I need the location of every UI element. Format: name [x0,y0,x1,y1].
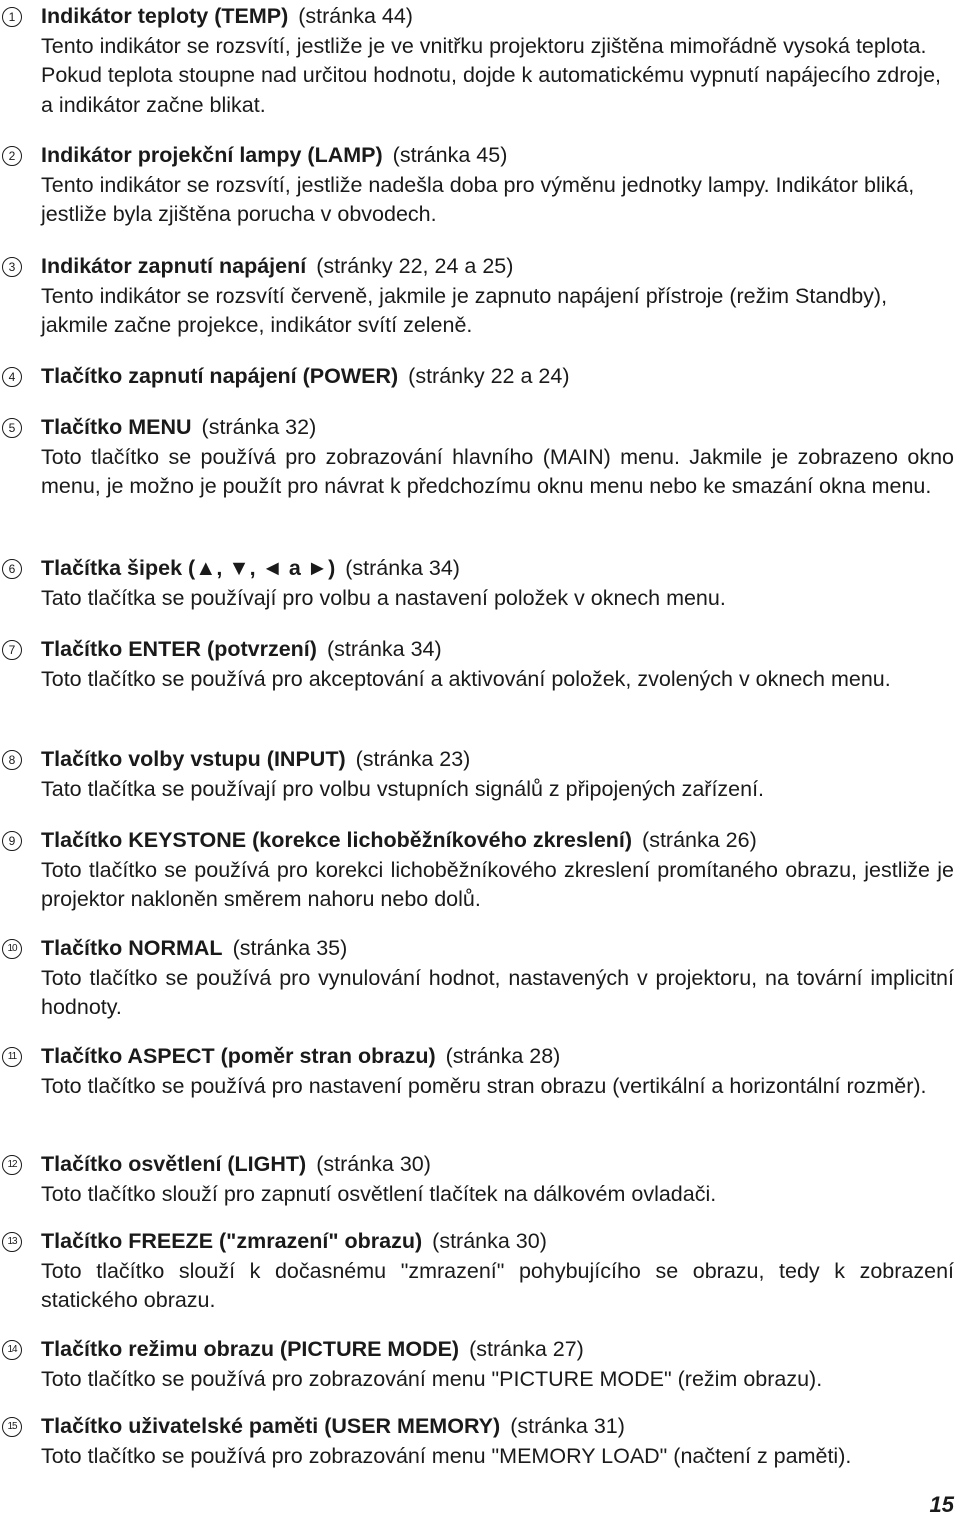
item-description: Toto tlačítko se používá pro zobrazování menu "MEMORY LOAD" (načtení z paměti). [41,1443,852,1468]
item-lamp-indicator [0,141,960,230]
item-description: Toto tlačítko slouží k dočasnému "zmrazení" pohybujícího se obrazu, tedy k zobrazení statického obrazu. [41,1258,954,1312]
item-title: Tlačítko FREEZE ("zmrazení" obrazu) [41,1229,423,1253]
item-title: Tlačítko ASPECT (poměr stran obrazu) [41,1044,436,1068]
item-freeze-button [0,1227,960,1316]
item-page-ref: (stránka 45) [392,143,508,167]
item-number: 11 [2,1047,22,1067]
item-page-ref: (stránka 44) [298,4,413,28]
item-page-ref: (stránka 35) [232,936,348,960]
item-number: 12 [2,1155,22,1175]
item-number: 3 [2,257,22,277]
item-title: Tlačítko zapnutí napájení (POWER) [41,364,399,388]
item-title: Tlačítko režimu obrazu (PICTURE MODE) [41,1337,460,1361]
item-power-indicator [0,252,960,341]
item-title: Tlačítko uživatelské paměti (USER MEMORY) [41,1414,501,1438]
item-number: 10 [2,939,22,959]
item-page-ref: (stránky 22, 24 a 25) [316,254,514,278]
item-page-ref: (stránka 32) [201,415,317,439]
item-page-ref: (stránka 34) [326,637,442,661]
item-normal-button [0,934,960,1023]
item-power-button [0,362,960,392]
item-page-ref: (stránka 31) [510,1414,625,1438]
item-title: Tlačítko MENU [41,415,192,439]
item-page-ref: (stránka 27) [469,1337,584,1361]
item-number: 4 [2,367,22,387]
item-page-ref: (stránka 34) [345,556,460,580]
item-title: Tlačítko volby vstupu (INPUT) [41,747,346,771]
item-number: 9 [2,831,22,851]
item-page-ref: (stránka 30) [432,1229,547,1253]
item-enter-button [0,635,960,694]
item-description: Tento indikátor se rozsvítí červeně, jakmile je zapnuto napájení přístroje (režim Standby), jakmile začne projekce, indikátor svítí zeleně. [41,283,888,337]
item-page-ref: (stránka 23) [355,747,471,771]
item-keystone-button [0,826,960,915]
item-number: 8 [2,750,22,770]
item-number: 2 [2,146,22,166]
item-description: Tento indikátor se rozsvítí, jestliže nadešla doba pro výměnu jednotky lampy. Indikátor bliká, jestliže byla zjištěna porucha v obvodech. [41,172,915,226]
item-aspect-button [0,1042,960,1101]
item-description: Toto tlačítko se používá pro zobrazování menu "PICTURE MODE" (režim obrazu). [41,1366,823,1391]
item-number: 5 [2,418,22,438]
item-page-ref: (stránka 30) [316,1152,431,1176]
item-number: 1 [2,7,22,27]
item-description: Toto tlačítko se používá pro zobrazování hlavního (MAIN) menu. Jakmile je zobrazeno okno menu, je možno je použít pro návrat k předchozímu oknu menu nebo ke smazání okna menu. [41,444,954,498]
item-number: 13 [2,1232,22,1252]
item-description: Tato tlačítka se používají pro volbu a nastavení položek v oknech menu. [41,585,726,610]
item-arrow-buttons [0,554,960,613]
item-number: 14 [2,1340,22,1360]
item-description: Toto tlačítko se používá pro nastavení poměru stran obrazu (vertikální a horizontální rozměr). [41,1073,927,1098]
item-description: Toto tlačítko se používá pro akceptování a aktivování položek, zvolených v oknech menu. [41,666,891,691]
item-picture-mode-button [0,1335,960,1394]
item-title: Tlačítko NORMAL [41,936,223,960]
item-page-ref: (stránka 26) [642,828,757,852]
item-title: Tlačítko ENTER (potvrzení) [41,637,317,661]
page-number: 15 [929,1492,954,1517]
item-input-button [0,745,960,804]
item-title: Indikátor projekční lampy (LAMP) [41,143,383,167]
item-page-ref: (stránky 22 a 24) [408,364,570,388]
item-title: Tlačítko osvětlení (LIGHT) [41,1152,307,1176]
item-description: Toto tlačítko se používá pro korekci lichoběžníkového zkreslení promítaného obrazu, jestliže je projektor nakloněn směrem nahoru nebo dolů. [41,857,954,911]
item-title: Tlačítko KEYSTONE (korekce lichoběžníkového zkreslení) [41,828,633,852]
item-number: 7 [2,640,22,660]
item-page-ref: (stránka 28) [445,1044,561,1068]
item-title: Tlačítka šipek (▲, ▼, ◄ a ►) [41,556,336,580]
item-description: Toto tlačítko slouží pro zapnutí osvětlení tlačítek na dálkovém ovladači. [41,1181,717,1206]
item-menu-button [0,413,960,502]
item-user-memory-button [0,1412,960,1471]
item-title: Indikátor teploty (TEMP) [41,4,289,28]
item-description: Tato tlačítka se používají pro volbu vstupních signálů z připojených zařízení. [41,776,765,801]
item-description: Toto tlačítko se používá pro vynulování hodnot, nastavených v projektoru, na tovární implicitní hodnoty. [41,965,954,1019]
item-number: 6 [2,559,22,579]
item-number: 15 [2,1417,22,1437]
item-description: Tento indikátor se rozsvítí, jestliže je ve vnitřku projektoru zjištěna mimořádně vysoká teplota. Pokud teplota stoupne nad určitou hodnotu, dojde k automatickému vypnutí napájecího zdroje, a indikátor začne blikat. [41,33,942,117]
item-light-button [0,1150,960,1209]
item-title: Indikátor zapnutí napájení [41,254,307,278]
item-temp-indicator [0,2,960,120]
